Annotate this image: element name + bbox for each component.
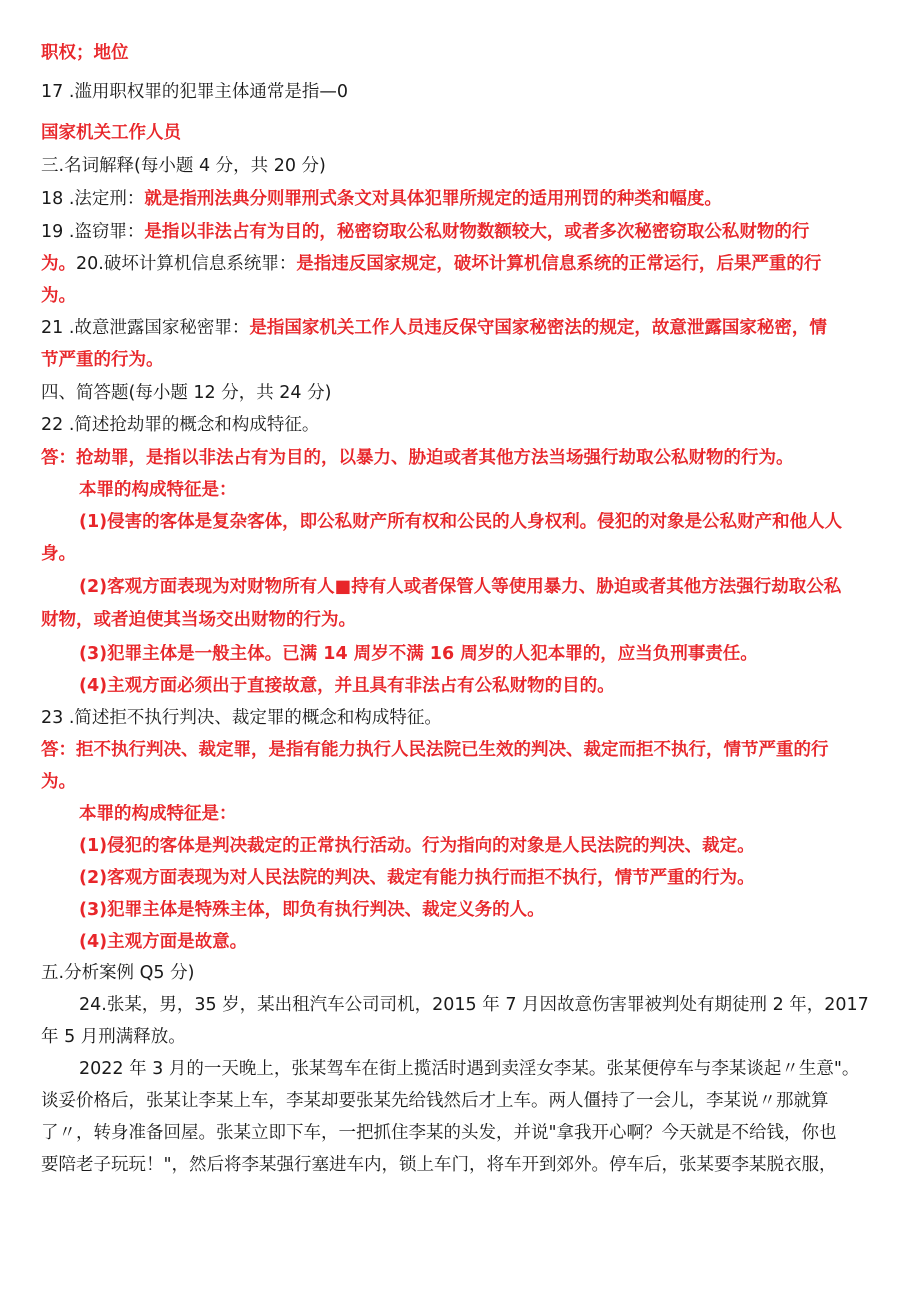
section-heading-3: 三.名词解释(每小题 4 分，共 20 分) [41, 156, 326, 176]
answer-line: 答：抢劫罪，是指以非法占有为目的，以暴力、胁迫或者其他方法当场强行劫取公私财物的行为。 [41, 448, 794, 468]
answer-subheading: 本罪的构成特征是： [79, 804, 237, 824]
term-definition: 是指违反国家规定，破坏计算机信息系统的正常运行，后果严重的行 [296, 254, 822, 274]
question-23: 23 .简述拒不执行判决、裁定罪的概念和构成特征。 [41, 708, 442, 728]
section-heading-4: 四、简答题(每小题 12 分，共 24 分) [41, 383, 332, 403]
answer-point: (3)犯罪主体是一般主体。已满 14 周岁不满 16 周岁的人犯本罪的，应当负刑事责任。 [79, 644, 758, 664]
section-heading-5: 五.分析案例 Q5 分) [41, 963, 195, 983]
term-definition: 就是指刑法典分则罪刑式条文对具体犯罪所规定的适用刑罚的种类和幅度。 [144, 189, 722, 209]
answer-subheading: 本罪的构成特征是： [79, 480, 237, 500]
case-paragraph: 了〃，转身准备回屋。张某立即下车，一把抓住李某的头发，并说"拿我开心啊？今天就是不给钱，你也 [41, 1123, 837, 1143]
term-definition: 为。 [41, 254, 76, 274]
answer-line: 答：拒不执行判决、裁定罪，是指有能力执行人民法院已生效的判决、裁定而拒不执行，情节严重的行 [41, 740, 829, 760]
case-paragraph: 年 5 月刑满释放。 [41, 1027, 186, 1047]
answer-point: (4)主观方面必须出于直接故意，并且具有非法占有公私财物的目的。 [79, 676, 615, 696]
term-label: 21 .故意泄露国家秘密罪： [41, 318, 250, 338]
term-definition-cont: 为。 [41, 286, 76, 306]
answer-line: 国家机关工作人员 [41, 123, 181, 143]
term-definition-cont: 节严重的行为。 [41, 350, 164, 370]
answer-point-cont: 身。 [41, 544, 76, 564]
answer-line-cont: 为。 [41, 772, 76, 792]
case-paragraph: 2022 年 3 月的一天晚上，张某驾车在街上揽活时遇到卖淫女李某。张某便停车与李某谈起〃生意"。 [79, 1059, 860, 1079]
question-22: 22 .简述抢劫罪的概念和构成特征。 [41, 415, 320, 435]
answer-point: (4)主观方面是故意。 [79, 932, 248, 952]
answer-point: (2)客观方面表现为对财物所有人■持有人或者保管人等使用暴力、胁迫或者其他方法强行劫取公私 [79, 577, 842, 597]
term-20 [41, 254, 891, 274]
answer-point: (1)侵害的客体是复杂客体，即公私财产所有权和公民的人身权利。侵犯的对象是公私财产和他人人 [79, 512, 843, 532]
answer-line: 职权；地位 [41, 43, 129, 63]
term-label: 20.破坏计算机信息系统罪： [76, 254, 297, 274]
term-21 [41, 318, 891, 338]
answer-point-cont: 财物，或者迫使其当场交出财物的行为。 [41, 610, 356, 630]
term-18 [41, 189, 891, 209]
term-definition: 是指国家机关工作人员违反保守国家秘密法的规定，故意泄露国家秘密，情 [249, 318, 827, 338]
term-19 [41, 222, 891, 242]
term-definition: 是指以非法占有为目的，秘密窃取公私财物数额较大，或者多次秘密窃取公私财物的行 [144, 222, 810, 242]
case-paragraph: 谈妥价格后，张某让李某上车，李某却要张某先给钱然后才上车。两人僵持了一会儿，李某说〃那就算 [41, 1091, 829, 1111]
case-paragraph: 24.张某，男，35 岁，某出租汽车公司司机，2015 年 7 月因故意伤害罪被判处有期徒刑 2 年，2017 [79, 995, 869, 1015]
term-label: 19 .盗窃罪： [41, 222, 145, 242]
question-17: 17 .滥用职权罪的犯罪主体通常是指—0 [41, 82, 349, 102]
case-paragraph: 要陪老子玩玩！"，然后将李某强行塞进车内，锁上车门，将车开到郊外。停车后，张某要李某脱衣服， [41, 1155, 837, 1175]
answer-point: (1)侵犯的客体是判决裁定的正常执行活动。行为指向的对象是人民法院的判决、裁定。 [79, 836, 755, 856]
answer-point: (3)犯罪主体是特殊主体，即负有执行判决、裁定义务的人。 [79, 900, 545, 920]
term-label: 18 .法定刑： [41, 189, 145, 209]
answer-point: (2)客观方面表现为对人民法院的判决、裁定有能力执行而拒不执行，情节严重的行为。 [79, 868, 755, 888]
